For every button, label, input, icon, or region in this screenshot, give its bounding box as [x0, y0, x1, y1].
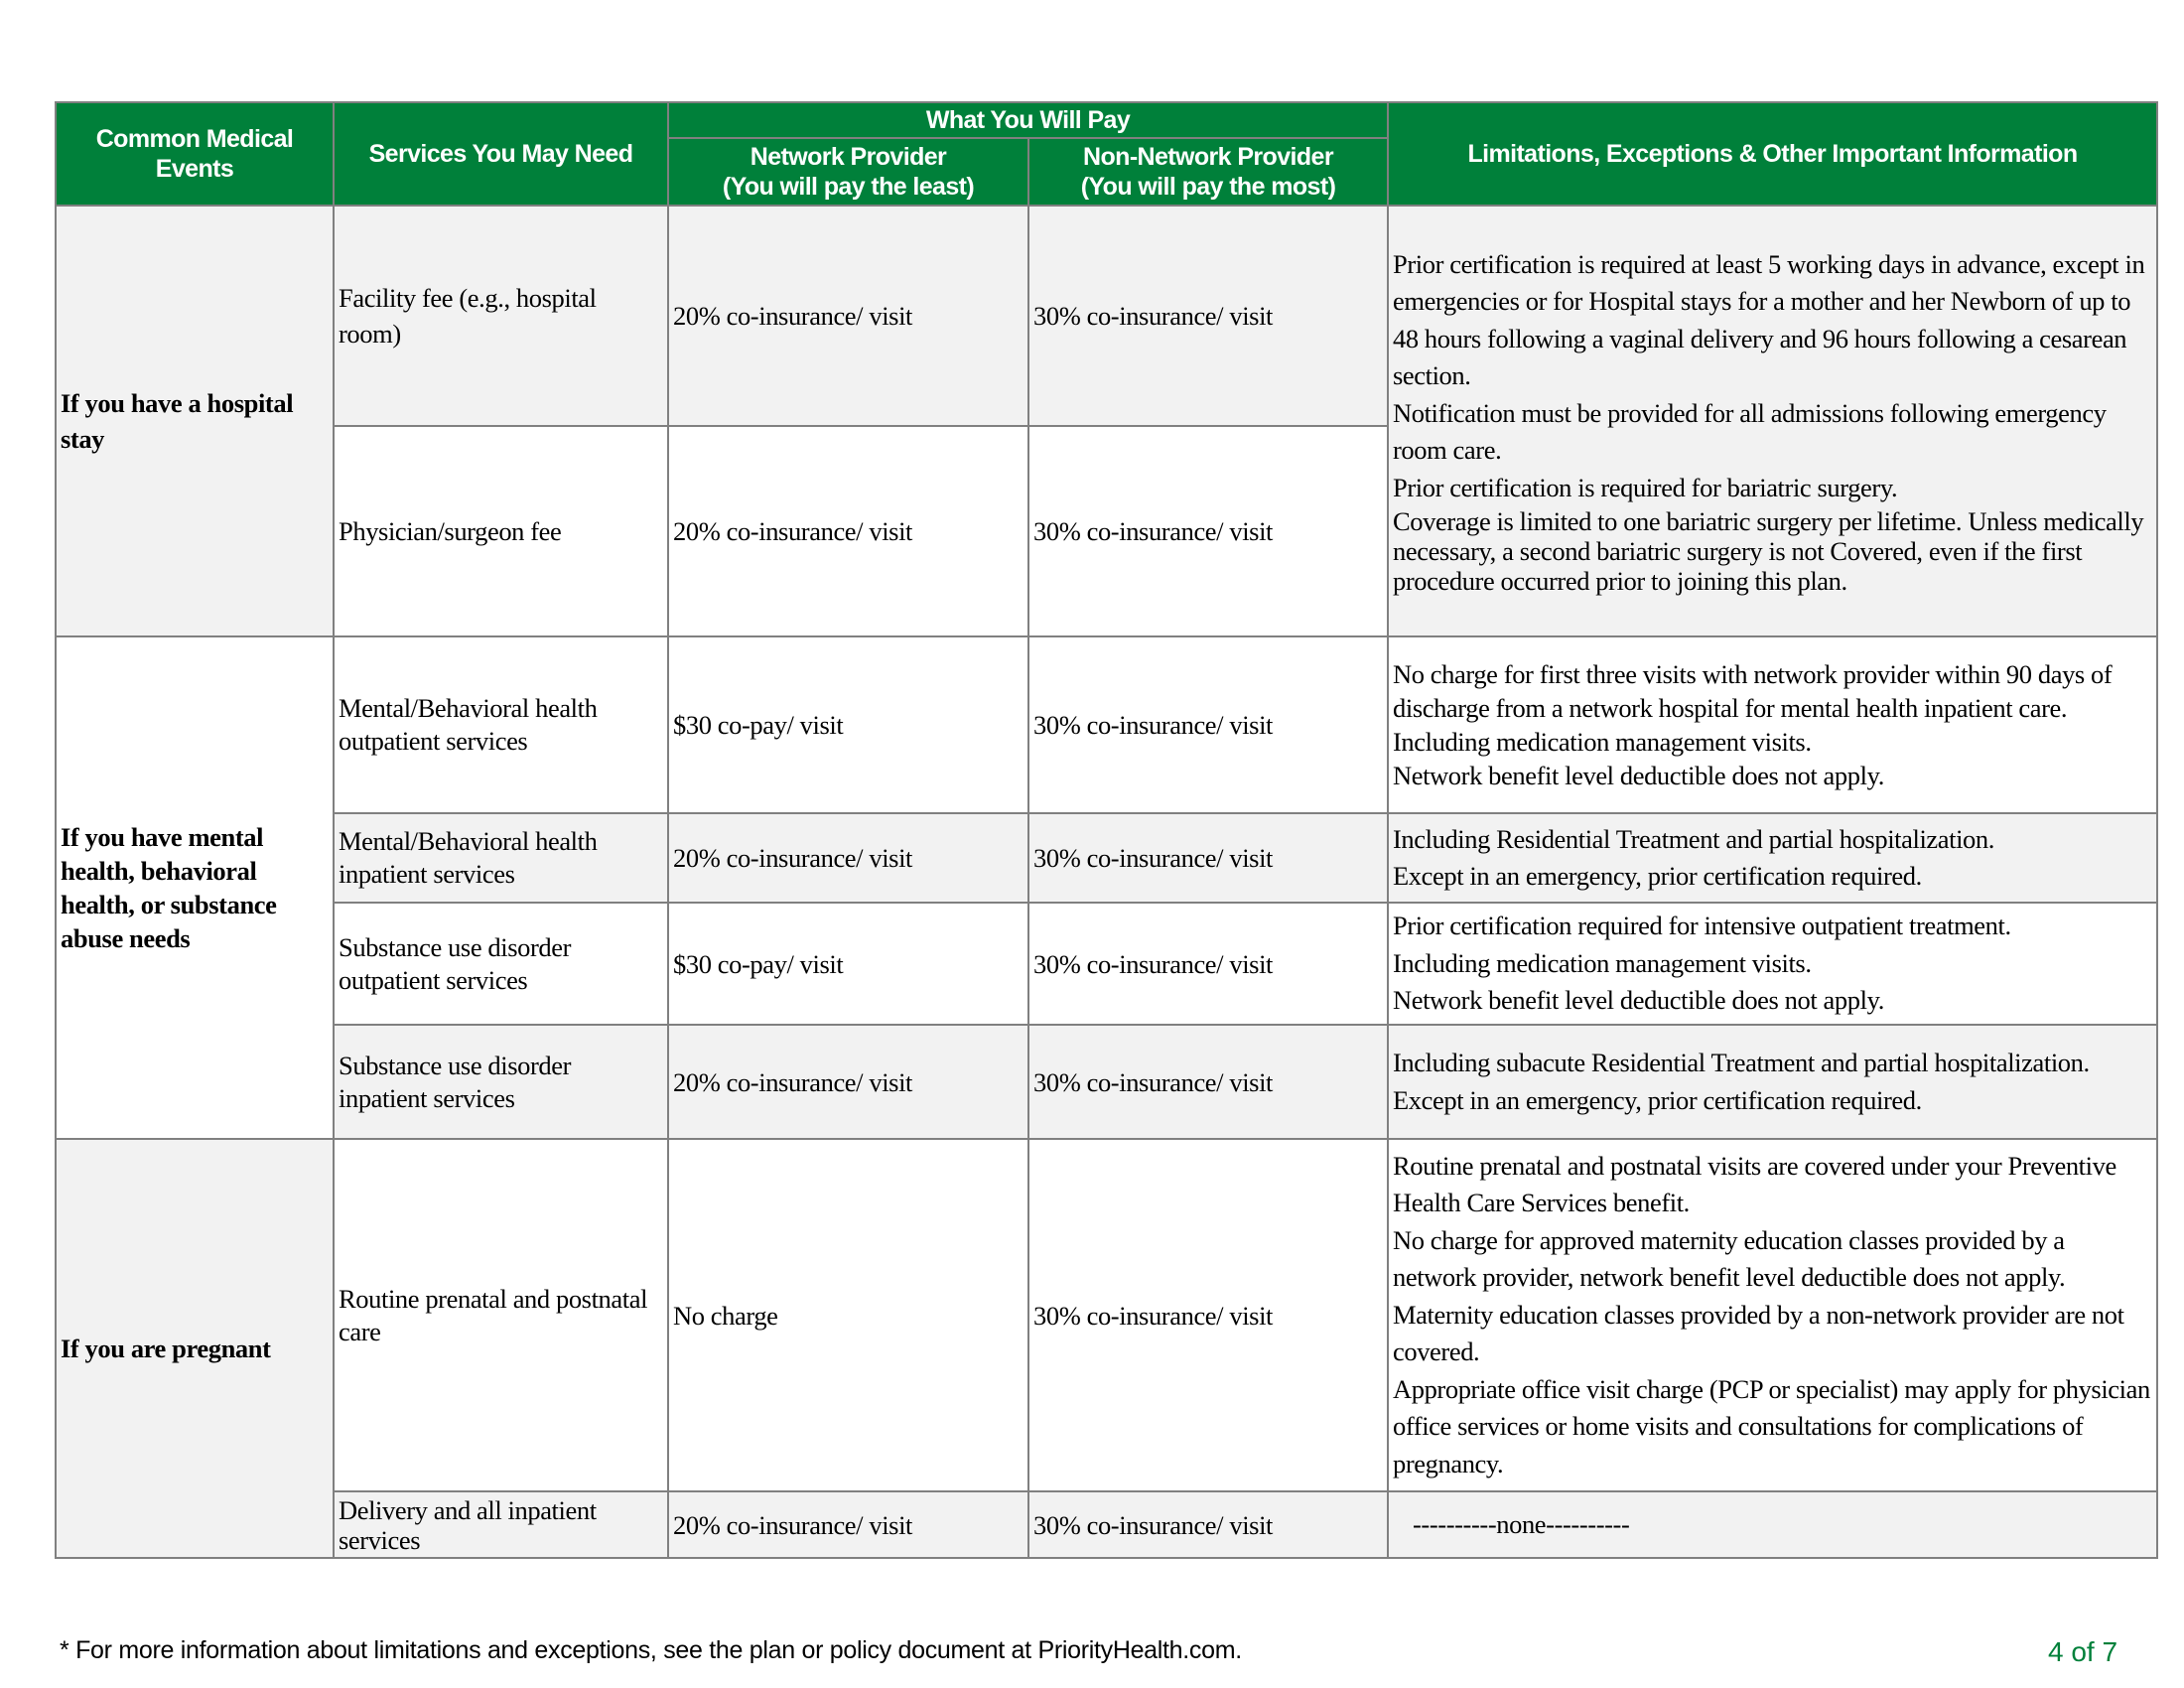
event-mental-health: If you have mental health, behavioral health, or substance abuse needs — [56, 636, 334, 1139]
non-network-cost: 30% co-insurance/ visit — [1028, 1491, 1388, 1558]
limitation-text: Except in an emergency, prior certification required. — [1393, 861, 1922, 891]
header-services: Services You May Need — [334, 102, 668, 206]
limitation-text: Maternity education classes provided by a non-network provider are not covered. — [1393, 1299, 2124, 1367]
service-cell: Delivery and all inpatient services — [334, 1491, 668, 1558]
non-network-cost: 30% co-insurance/ visit — [1028, 1139, 1388, 1491]
service-cell: Mental/Behavioral health outpatient services — [334, 636, 668, 813]
table-row — [56, 903, 2157, 1025]
table-row — [56, 1025, 2157, 1139]
network-cost: 20% co-insurance/ visit — [668, 426, 1028, 636]
header-what-you-pay: What You Will Pay — [668, 102, 1388, 138]
table-row — [56, 636, 2157, 813]
limitation-text: ----------none---------- — [1413, 1508, 1630, 1539]
network-cost: $30 co-pay/ visit — [668, 903, 1028, 1025]
limitation-text: Notification must be provided for all admissions following emergency room care. — [1393, 397, 2107, 466]
service-cell: Substance use disorder outpatient services — [334, 903, 668, 1025]
network-cost: 20% co-insurance/ visit — [668, 206, 1028, 426]
limitation-text: Prior certification is required for bariatric surgery. — [1393, 472, 1898, 502]
header-non-network — [1028, 138, 1388, 206]
event-hospital-stay: If you have a hospital stay — [56, 206, 334, 636]
service-cell: Substance use disorder inpatient services — [334, 1025, 668, 1139]
header-events: Common Medical Events — [56, 102, 334, 206]
network-cost: 20% co-insurance/ visit — [668, 813, 1028, 903]
limitation-text: Including medication management visits. — [1393, 947, 1812, 978]
header-network-label: Network Provider — [750, 143, 947, 171]
header-limitations: Limitations, Exceptions & Other Important Information — [1388, 102, 2157, 206]
event-pregnant: If you are pregnant — [56, 1139, 334, 1558]
limitation-text: Including medication management visits. — [1393, 727, 1812, 757]
non-network-cost: 30% co-insurance/ visit — [1028, 903, 1388, 1025]
header-non-network-sub: (You will pay the most) — [1080, 173, 1336, 201]
table-row — [56, 1491, 2157, 1558]
limitations-cell — [1388, 206, 2157, 636]
service-cell: Mental/Behavioral health inpatient services — [334, 813, 668, 903]
table-row — [56, 206, 2157, 426]
service-cell: Physician/surgeon fee — [334, 426, 668, 636]
limitation-text: Prior certification required for intensive outpatient treatment. — [1393, 911, 2011, 941]
limitation-text: Including subacute Residential Treatment and partial hospitalization. — [1393, 1048, 2090, 1077]
limitation-text: Except in an emergency, prior certification required. — [1393, 1084, 1922, 1115]
limitations-cell — [1388, 813, 2157, 903]
benefits-table — [55, 101, 2158, 1559]
page-number: 4 of 7 — [2048, 1636, 2118, 1667]
network-cost: $30 co-pay/ visit — [668, 636, 1028, 813]
limitations-cell — [1388, 1139, 2157, 1491]
network-cost: No charge — [668, 1139, 1028, 1491]
limitation-text: No charge for approved maternity education classes provided by a network provider, network benefit level deductible does not apply. — [1393, 1224, 2066, 1293]
limitations-cell — [1388, 1491, 2157, 1558]
non-network-cost: 30% co-insurance/ visit — [1028, 426, 1388, 636]
limitation-text: Routine prenatal and postnatal visits are covered under your Preventive Health Care Services benefit. — [1393, 1150, 2116, 1218]
limitation-text: Prior certification is required at least 5 working days in advance, except in emergencies or for Hospital stays for a mother and her Newborn of up to 48 hours following a vaginal delivery and 96 hours following a cesarean section. — [1393, 248, 2145, 391]
limitation-text: No charge for first three visits with network provider within 90 days of discharge from a network hospital for mental health inpatient care. — [1393, 659, 2113, 723]
header-non-network-label: Non-Network Provider — [1083, 143, 1333, 171]
limitations-cell — [1388, 636, 2157, 813]
limitation-text: Including Residential Treatment and partial hospitalization. — [1393, 823, 1994, 854]
non-network-cost: 30% co-insurance/ visit — [1028, 1025, 1388, 1139]
network-cost: 20% co-insurance/ visit — [668, 1491, 1028, 1558]
service-cell: Routine prenatal and postnatal care — [334, 1139, 668, 1491]
table-row — [56, 813, 2157, 903]
limitation-text: Appropriate office visit charge (PCP or specialist) may apply for physician office services or home visits and consultations for complications of pregnancy. — [1393, 1373, 2150, 1478]
limitation-text: Network benefit level deductible does not apply. — [1393, 761, 1884, 790]
limitations-cell — [1388, 1025, 2157, 1139]
non-network-cost: 30% co-insurance/ visit — [1028, 813, 1388, 903]
footer-note: * For more information about limitations and exceptions, see the plan or policy document at PriorityHealth.com. — [60, 1636, 1242, 1664]
limitation-text: Network benefit level deductible does not apply. — [1393, 985, 1884, 1016]
network-cost: 20% co-insurance/ visit — [668, 1025, 1028, 1139]
table-row — [56, 1139, 2157, 1491]
non-network-cost: 30% co-insurance/ visit — [1028, 636, 1388, 813]
header-network-sub: (You will pay the least) — [722, 173, 975, 201]
service-cell: Facility fee (e.g., hospital room) — [334, 206, 668, 426]
non-network-cost: 30% co-insurance/ visit — [1028, 206, 1388, 426]
header-network — [668, 138, 1028, 206]
limitations-cell — [1388, 903, 2157, 1025]
limitation-text: Coverage is limited to one bariatric surgery per lifetime. Unless medically necessary, a second bariatric surgery is not Covered, even if the first procedure occurred prior to joining this plan. — [1393, 506, 2144, 597]
